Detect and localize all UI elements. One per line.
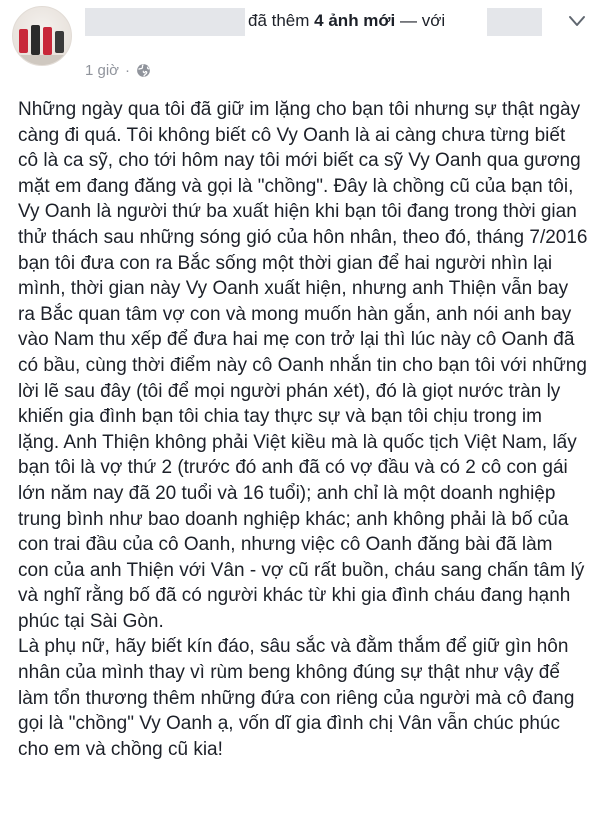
post-paragraph-1: Những ngày qua tôi đã giữ im lặng cho bạn tôi nhưng sự thật ngày càng đi quá. Tôi không biết cô Vy Oanh là ai càng chưa từng biết cô là ca sỹ, cho tới hôm nay tôi mới biết ca sỹ Vy Oanh qua gương mặt em đang đăng và gọi là "chồng". Đây là chồng cũ của bạn tôi, Vy Oanh là người thứ ba xuất hiện khi bạn tôi đang trong thời gian thử thách sau những sóng gió của hôn nhân, theo đó, tháng 7/2016 bạn tôi đưa con ra Bắc sống một thời gian để hai người nhìn lại mình, thời gian này Vy Oanh xuất hiện, nhưng anh Thiện vẫn bay ra Bắc quan tâm vợ con và mong muốn hàn gắn, anh nói anh bay vào Nam thu xếp để đưa hai mẹ con trở lại thì lúc này cô Oanh đã có bầu, cùng thời điểm này cô Oanh nhắn tin cho bạn tôi với những lời lẽ sau đây (tôi để mọi người phán xét), đó là giọt nước tràn ly khiến gia đình bạn tôi chia tay thực sự và bạn tôi chịu trong im lặng. Anh Thiện không phải Việt kiều mà là quốc tịch Việt Nam, lấy bạn tôi là vợ thứ 2 (trước đó anh đã có vợ đầu và có 2 cô con gái lớn năm nay đã 20 tuổi và 16 tuổi); anh chỉ là một doanh nghiệp trung bình như bao doanh nghiệp khác; anh không phải là bố của con trai đầu của cô Oanh, nhưng việc cô Oanh đăng bài đã làm con của anh Thiện với Vân - vợ cũ rất buồn, cháu sang chấn tâm lý và nghĩ rằng bố đã có người khác từ khi gia đình cháu đang hạnh phúc tại Sài Gòn.	[18, 99, 588, 632]
avatar[interactable]	[12, 6, 72, 66]
meta-separator: ·	[125, 62, 131, 79]
avatar-figure-3	[43, 27, 52, 55]
post-body	[18, 97, 588, 762]
post-meta	[85, 62, 151, 79]
with-text: — với	[399, 11, 446, 30]
photo-count-link[interactable]: 4 ảnh mới	[314, 11, 396, 30]
redacted-author-name[interactable]	[85, 8, 245, 36]
avatar-figure-4	[55, 31, 64, 53]
post-paragraph-2: Là phụ nữ, hãy biết kín đáo, sâu sắc và đằm thắm để giữ gìn hôn nhân của mình thay vì rùm beng không đúng sự thật như vậy để làm tổn thương thêm những đứa con riêng của người mà cô đang gọi là "chồng" Vy Oanh ạ, vốn dĩ gia đình chị Vân vẫn chúc phúc cho em và chồng cũ kia!	[18, 636, 575, 760]
globe-icon[interactable]	[136, 63, 151, 78]
timestamp[interactable]: 1 giờ	[85, 62, 120, 79]
chevron-down-icon[interactable]	[568, 14, 586, 28]
action-text: đã thêm	[248, 11, 310, 30]
avatar-figure-2	[31, 25, 40, 55]
redacted-tagged-name[interactable]	[487, 8, 542, 36]
header-text	[248, 11, 445, 31]
post-header	[0, 0, 600, 90]
avatar-floor	[13, 55, 71, 65]
avatar-figure-1	[19, 29, 28, 53]
